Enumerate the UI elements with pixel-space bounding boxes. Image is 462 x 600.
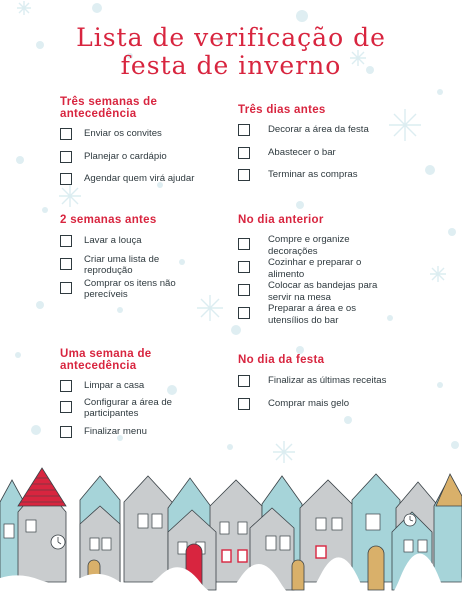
checklist-item (60, 235, 238, 247)
item-label: Preparar a área e os (268, 303, 356, 314)
checklist-item (238, 303, 416, 326)
item-label: Cozinhar e preparar o (268, 257, 362, 268)
checkbox[interactable] (238, 261, 250, 273)
item-label: Limpar a casa (84, 380, 145, 391)
item-label: Planejar o cardápio (84, 150, 167, 162)
section-dia-da-festa (238, 354, 416, 409)
section-tres-dias (238, 104, 416, 181)
item-label: decorações (268, 245, 318, 257)
section-heading-line: 2 semanas antes (60, 214, 157, 226)
item-label: servir na mesa (268, 291, 331, 303)
item-label: Enviar os convites (84, 128, 162, 139)
checklist-item (238, 234, 416, 257)
checkbox[interactable] (238, 147, 250, 159)
section-heading-line: No dia anterior (238, 214, 324, 226)
checklist-item (238, 147, 416, 159)
checkbox[interactable] (60, 258, 72, 270)
checkbox[interactable] (60, 282, 72, 294)
item-label: Compre e organize (268, 234, 350, 245)
checkbox[interactable] (238, 398, 250, 410)
section-heading (60, 348, 238, 372)
item-label: Finalizar menu (84, 425, 147, 437)
checklist-item (238, 124, 416, 136)
section-heading (238, 214, 416, 226)
item-label: participantes (84, 408, 139, 419)
checkbox[interactable] (238, 307, 250, 319)
checklist-item (60, 173, 238, 185)
checkbox[interactable] (60, 173, 72, 185)
checkbox[interactable] (238, 238, 250, 250)
section-heading-line: Três semanas de (60, 96, 158, 108)
item-label: Configurar a área de (84, 396, 172, 408)
checkbox[interactable] (238, 169, 250, 181)
checkbox[interactable] (60, 128, 72, 140)
checklist-item (238, 375, 416, 387)
section-heading (60, 214, 238, 226)
item-label: Comprar os itens não (84, 277, 176, 289)
checkbox[interactable] (238, 375, 250, 387)
page-title-line-2: festa de inverno (120, 51, 342, 80)
page-title (0, 24, 462, 80)
checkbox[interactable] (60, 401, 72, 413)
checkbox[interactable] (60, 426, 72, 438)
section-2-semanas (60, 214, 238, 301)
checklist-item (60, 278, 238, 301)
section-tres-semanas (60, 96, 238, 185)
item-label: Terminar as compras (268, 169, 358, 180)
checkbox[interactable] (238, 284, 250, 296)
section-heading (238, 104, 416, 116)
checklist-item (60, 397, 238, 420)
section-heading-line: No dia da festa (238, 354, 325, 366)
checklist-item (60, 128, 238, 140)
checklist-item (238, 257, 416, 280)
checklist-item (238, 280, 416, 303)
item-label: Colocar as bandejas para (268, 280, 378, 291)
item-label: alimento (268, 268, 305, 280)
checklist-item (60, 254, 238, 277)
section-heading-line: antecedência (60, 360, 137, 372)
section-dia-anterior (238, 214, 416, 326)
section-uma-semana (60, 348, 238, 437)
item-label: Comprar mais gelo (268, 397, 350, 409)
item-label: Lavar a louça (84, 235, 142, 246)
item-label: Finalizar as últimas receitas (268, 375, 387, 386)
checkbox[interactable] (60, 151, 72, 163)
checklist-item (60, 426, 238, 438)
item-label: Agendar quem virá ajudar (84, 173, 195, 184)
section-heading-line: antecedência (60, 108, 137, 120)
checklist-item (60, 380, 238, 392)
page-title-line-1: Lista de verificação de (76, 23, 386, 52)
item-label: perecíveis (84, 289, 128, 300)
checkbox[interactable] (238, 124, 250, 136)
item-label: Criar uma lista de (84, 253, 160, 265)
item-label: Abastecer o bar (268, 146, 336, 158)
checkbox[interactable] (60, 380, 72, 392)
section-heading-line: Uma semana de (60, 348, 152, 360)
section-heading (238, 354, 416, 366)
section-heading-line: Três dias antes (238, 104, 326, 116)
checklist-item (238, 169, 416, 181)
winter-town-illustration (0, 462, 462, 600)
item-label: utensílios do bar (268, 314, 339, 326)
item-label: Decorar a área da festa (268, 124, 369, 135)
item-label: reprodução (84, 265, 133, 276)
section-heading (60, 96, 238, 120)
checklist-item (60, 151, 238, 163)
checkbox[interactable] (60, 235, 72, 247)
checklist-item (238, 398, 416, 410)
